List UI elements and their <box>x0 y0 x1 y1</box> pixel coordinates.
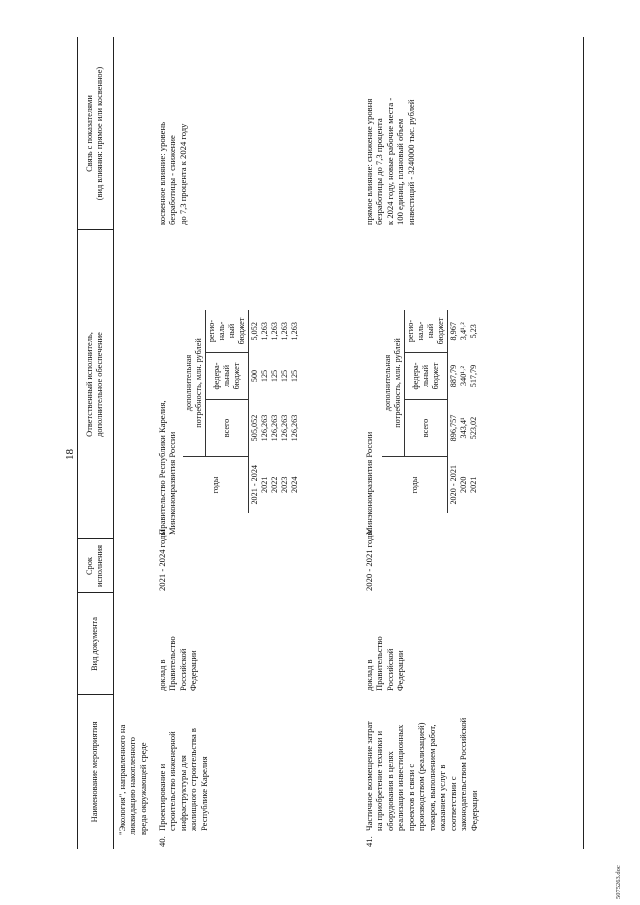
fin-total-header: всего <box>206 400 249 457</box>
fin-federal-header: федера- льный бюджет <box>206 353 249 400</box>
fin-total-values: 505,052 126,263 126,263 126,263 126,263 <box>250 414 299 442</box>
fin-years-values: 2021 - 2024 2021 2022 2023 2024 <box>250 464 299 505</box>
fin-need-header: дополнительная потребность, млн. рублей <box>382 310 405 457</box>
header-responsible: Ответственный исполнитель, дополнительное обеспечение <box>84 332 104 437</box>
fin-need-header: дополнительная потребность, млн. рублей <box>183 310 206 457</box>
fin-total-values: 896,757 343,4¹ 523,02 <box>449 414 478 442</box>
table-bottom-rule <box>583 37 584 849</box>
fin-years-values: 2020 - 2021 2020 2021 <box>449 464 478 505</box>
fin-regional-values: 8,967 3,4¹˒² 5,23 <box>449 322 478 341</box>
page-number: 18 <box>64 449 76 460</box>
row-40-financing-table <box>183 310 301 513</box>
header-top-rule <box>77 37 78 849</box>
row-41-deadline: 2020 - 2021 годы <box>364 529 374 591</box>
row-40-deadline: 2021 - 2024 годы <box>157 529 167 591</box>
row-41-document-type: доклад в Правительство Российской Федерации <box>364 636 406 691</box>
header-activity-name: Наименование мероприятия <box>89 721 99 823</box>
fin-regional-header: регио- наль- ный бюджет <box>405 310 448 353</box>
header-indicators-link: Связь с показателями (вид влияния: прямое или косвенное) <box>84 66 104 201</box>
fin-years-header: годы <box>183 457 249 514</box>
header-document-type: Вид документа <box>89 617 99 671</box>
row-41-financing-table <box>382 310 480 513</box>
fin-regional-values: 5,052 1,263 1,263 1,263 1,263 <box>250 322 299 341</box>
row-40-document-type: доклад в Правительство Российской Федерации <box>157 636 199 691</box>
header-deadline: Срок исполнения <box>84 545 104 587</box>
row-40-indicator-link: косвенное влияние: уровень безработицы - снижение до 7,3 процента к 2024 году <box>157 121 188 225</box>
footer-filename: 5075263.doc <box>615 865 622 899</box>
row-41-indicator-link: прямое влияние: снижение уровня безработицы до 7,3 процента к 2024 году, новые рабочие места - 100 единиц, плановый объем инвестиций - 3240000 тыс. рублей <box>364 97 416 225</box>
row-41-responsible: Минэкономразвития России <box>364 431 374 535</box>
header-bottom-rule <box>113 37 114 849</box>
fin-total-header: всего <box>405 400 448 457</box>
fin-federal-values: 887,79 340¹˒² 517,79 <box>449 364 478 388</box>
fin-federal-values: 500 125 125 125 125 <box>250 369 299 383</box>
row-40-responsible: Правительство Республики Карелия, Минэкономразвития России <box>157 400 178 535</box>
fin-federal-header: федера- льный бюджет <box>405 353 448 400</box>
fin-years-header: годы <box>382 457 448 514</box>
row-41-activity-name: Частичное возмещение затрат на приобретение техники и оборудования в целях реализации инвестиционных проектов в связи с производством (реализацией) товаров, выполнением работ, оказанием услуг в соответствии с законодательством Российской Федерации <box>364 717 479 831</box>
row-40-number: 40. <box>157 836 167 847</box>
continued-activity-text: "Экология", направленного на ликвидацию накопленного вреда окружающей среде <box>117 724 148 835</box>
row-41-number: 41. <box>364 836 374 847</box>
row-40-activity-name: Проектирование и строительство инженерной инфраструктуры для жилищного строительства в Республике Карелия <box>157 728 209 831</box>
fin-regional-header: регио- наль- ный бюджет <box>206 310 249 353</box>
